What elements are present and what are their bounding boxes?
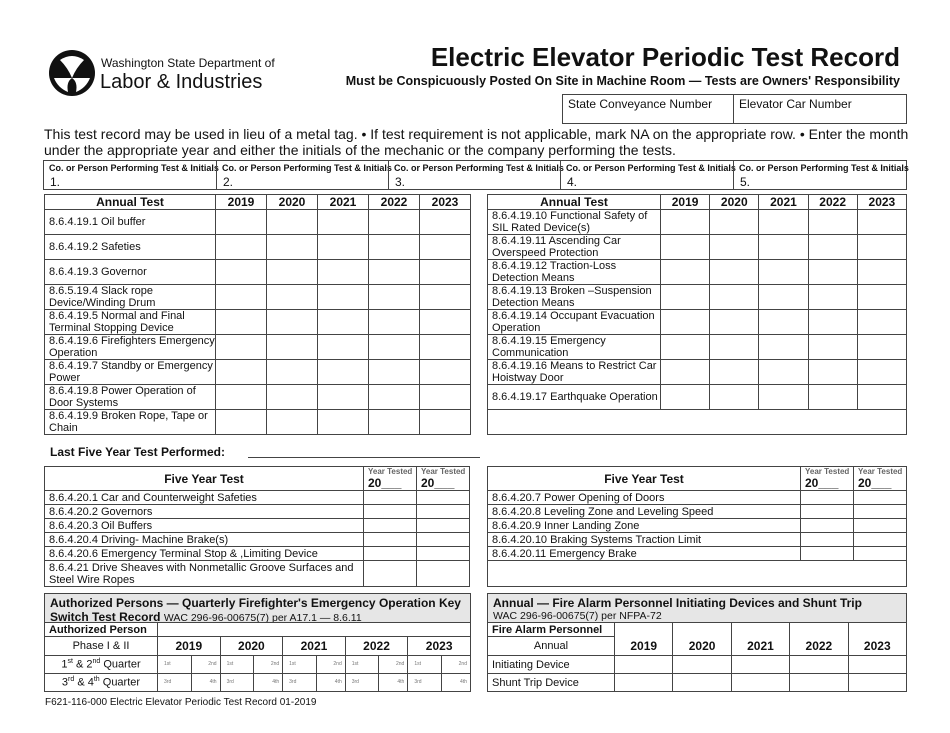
entry-cell[interactable] xyxy=(759,235,808,260)
entry-cell[interactable] xyxy=(369,210,420,235)
entry-cell[interactable] xyxy=(417,547,470,561)
quarter-label: 3rd xyxy=(289,679,297,685)
entry-cell[interactable] xyxy=(854,519,907,533)
year-header: 2021 xyxy=(283,637,346,656)
five-year-row: 8.6.4.21 Drive Sheaves with Nonmetallic Groove Surfaces and Steel Wire Ropes xyxy=(45,561,364,587)
quarter-label: 4th xyxy=(334,679,342,685)
entry-cell[interactable] xyxy=(420,310,471,335)
annual-test-table-right xyxy=(487,194,907,435)
quarter-cell[interactable] xyxy=(191,674,220,692)
five-year-row: 8.6.4.20.4 Driving- Machine Brake(s) xyxy=(45,533,364,547)
entry-cell[interactable] xyxy=(216,235,267,260)
annual-test-row: 8.6.4.19.16 Means to Restrict Car Hoistway Door xyxy=(488,360,661,385)
quarter-cell[interactable] xyxy=(379,674,408,692)
year-tested-prefix: 20___ xyxy=(368,476,402,490)
entry-cell[interactable] xyxy=(808,385,857,410)
year-header: 2019 xyxy=(661,195,710,210)
annual-test-row: 8.6.4.19.11 Ascending Car Overspeed Protection xyxy=(488,235,661,260)
year-header: 2020 xyxy=(673,637,731,656)
authorized-person-col: Authorized Person xyxy=(45,623,158,637)
five-year-row: 8.6.4.20.8 Leveling Zone and Leveling Speed xyxy=(488,505,801,519)
entry-cell[interactable] xyxy=(801,519,854,533)
year-col xyxy=(731,623,789,637)
entry-cell[interactable] xyxy=(808,335,857,360)
year-tested-label: Year Tested xyxy=(421,467,466,476)
quarter-label: 3rd xyxy=(226,679,234,685)
year-col xyxy=(673,623,731,637)
quarter-label: 4th xyxy=(209,679,217,685)
entry-cell[interactable] xyxy=(364,533,417,547)
five-year-row: 8.6.4.20.6 Emergency Terminal Stop & ,Limiting Device xyxy=(45,547,364,561)
entry-cell[interactable] xyxy=(854,547,907,561)
annual-test-row: 8.6.4.19.6 Firefighters Emergency Operation xyxy=(45,335,216,360)
entry-cell[interactable] xyxy=(318,210,369,235)
entry-cell[interactable] xyxy=(364,561,417,587)
logo xyxy=(48,48,275,100)
quarter-label: 2nd xyxy=(458,661,467,667)
year-header: 2021 xyxy=(731,637,789,656)
entry-cell[interactable] xyxy=(857,285,906,310)
year-tested-label: Year Tested xyxy=(858,467,903,476)
entry-cell[interactable] xyxy=(710,210,759,235)
entry-cell[interactable] xyxy=(369,310,420,335)
year-header: 2019 xyxy=(615,637,673,656)
year-header: 2021 xyxy=(759,195,808,210)
performer-number: 3. xyxy=(395,175,406,189)
entry-cell[interactable] xyxy=(759,310,808,335)
year-header: 2022 xyxy=(790,637,848,656)
entry-cell[interactable] xyxy=(216,285,267,310)
five-year-row: 8.6.4.20.11 Emergency Brake xyxy=(488,547,801,561)
entry-cell[interactable] xyxy=(848,656,906,674)
entry-cell[interactable] xyxy=(710,335,759,360)
entry-cell[interactable] xyxy=(857,310,906,335)
entry-cell[interactable] xyxy=(848,674,906,692)
entry-cell[interactable] xyxy=(318,285,369,310)
annual-test-row: 8.6.4.19.17 Earthquake Operation xyxy=(488,385,661,410)
entry-cell[interactable] xyxy=(420,210,471,235)
entry-cell[interactable] xyxy=(267,385,318,410)
entry-cell[interactable] xyxy=(790,656,848,674)
performer-number: 4. xyxy=(567,175,578,189)
entry-cell[interactable] xyxy=(790,674,848,692)
entry-cell[interactable] xyxy=(369,335,420,360)
performer-label: Co. or Person Performing Test & Initials xyxy=(394,163,564,173)
entry-cell[interactable] xyxy=(710,235,759,260)
quarter-label: 1st xyxy=(351,661,359,667)
entry-cell[interactable] xyxy=(267,410,318,435)
year-header: 2020 xyxy=(267,195,318,210)
quarter-cell[interactable] xyxy=(408,656,442,674)
performer-box-2[interactable] xyxy=(216,160,392,190)
entry-cell[interactable] xyxy=(615,674,673,692)
five-year-table-right xyxy=(487,466,907,587)
quarter-label: 2nd xyxy=(333,661,342,667)
performer-number: 5. xyxy=(740,175,751,189)
year-tested-col[interactable] xyxy=(417,467,470,491)
entry-cell[interactable] xyxy=(661,260,710,285)
entry-cell[interactable] xyxy=(318,360,369,385)
year-tested-col[interactable] xyxy=(854,467,907,491)
fire-alarm-personnel-col: Fire Alarm Personnel xyxy=(488,623,615,637)
quarter-row-2-label: 3rd & 4th Quarter xyxy=(45,674,158,692)
annual-test-row: 8.6.4.19.10 Functional Safety of SIL Rated Device(s) xyxy=(488,210,661,235)
annual-test-row: 8.6.4.19.15 Emergency Communication xyxy=(488,335,661,360)
entry-cell[interactable] xyxy=(661,335,710,360)
quarter-label: 4th xyxy=(460,679,467,685)
entry-cell[interactable] xyxy=(673,674,731,692)
five-year-table-left xyxy=(44,466,470,587)
entry-cell[interactable] xyxy=(420,410,471,435)
five-year-row: 8.6.4.20.2 Governors xyxy=(45,505,364,519)
entry-cell[interactable] xyxy=(364,505,417,519)
authorized-title-line xyxy=(50,596,468,625)
entry-cell[interactable] xyxy=(661,360,710,385)
entry-cell[interactable] xyxy=(267,260,318,285)
entry-cell[interactable] xyxy=(808,235,857,260)
annual-test-row: 8.6.4.19.8 Power Operation of Door Systems xyxy=(45,385,216,410)
year-header: 2023 xyxy=(420,195,471,210)
year-tested-label: Year Tested xyxy=(368,467,413,476)
entry-cell[interactable] xyxy=(808,360,857,385)
quarter-cell[interactable] xyxy=(345,674,379,692)
entry-cell[interactable] xyxy=(731,656,789,674)
performer-number: 1. xyxy=(50,175,61,189)
entry-cell[interactable] xyxy=(801,547,854,561)
performer-box-3[interactable] xyxy=(388,160,564,190)
logo-line1: Washington State Department of xyxy=(101,56,275,70)
performers-row xyxy=(43,160,907,190)
annual-test-row: 8.6.4.19.12 Traction-Loss Detection Means xyxy=(488,260,661,285)
entry-cell[interactable] xyxy=(364,491,417,505)
annual-test-row: 8.6.4.19.5 Normal and Final Terminal Stopping Device xyxy=(45,310,216,335)
entry-cell[interactable] xyxy=(364,547,417,561)
elevator-car-label: Elevator Car Number xyxy=(739,97,852,111)
state-conveyance-number-field[interactable] xyxy=(562,94,734,124)
entry-cell[interactable] xyxy=(420,335,471,360)
quarter-cell[interactable] xyxy=(379,656,408,674)
entry-cell[interactable] xyxy=(808,260,857,285)
authorized-header xyxy=(44,593,471,623)
quarter-cell[interactable] xyxy=(158,656,192,674)
year-header: 2020 xyxy=(710,195,759,210)
last-five-year-line[interactable] xyxy=(248,457,480,458)
authorized-table xyxy=(44,622,471,692)
quarter-label: 2nd xyxy=(208,661,217,667)
annual-test-row: 8.6.5.19.4 Slack rope Device/Winding Drum xyxy=(45,285,216,310)
fire-alarm-header xyxy=(487,593,907,623)
year-header: 2019 xyxy=(158,637,221,656)
five-year-row: 8.6.4.20.3 Oil Buffers xyxy=(45,519,364,533)
form-footer: F621-116-000 Electric Elevator Periodic Test Record 01-2019 xyxy=(45,697,317,708)
quarter-label: 4th xyxy=(272,679,280,685)
year-header: 2022 xyxy=(808,195,857,210)
entry-cell[interactable] xyxy=(267,285,318,310)
annual-test-row: 8.6.4.19.14 Occupant Evacuation Operation xyxy=(488,310,661,335)
quarter-label: 1st xyxy=(289,661,296,667)
entry-cell[interactable] xyxy=(369,260,420,285)
blank-row xyxy=(488,410,907,435)
entry-cell[interactable] xyxy=(759,335,808,360)
entry-cell[interactable] xyxy=(369,385,420,410)
state-conveyance-label: State Conveyance Number xyxy=(568,97,713,111)
entry-cell[interactable] xyxy=(857,210,906,235)
entry-cell[interactable] xyxy=(801,533,854,547)
performer-box-5[interactable] xyxy=(733,160,907,190)
year-header: 2023 xyxy=(848,637,906,656)
quarter-label: 3rd xyxy=(414,679,422,685)
blank-row xyxy=(488,561,907,587)
entry-cell[interactable] xyxy=(857,360,906,385)
five-year-header: Five Year Test xyxy=(45,467,364,491)
five-year-row: 8.6.4.20.7 Power Opening of Doors xyxy=(488,491,801,505)
year-col xyxy=(790,623,848,637)
quarter-cell[interactable] xyxy=(408,674,442,692)
entry-cell[interactable] xyxy=(857,235,906,260)
entry-cell[interactable] xyxy=(808,310,857,335)
entry-cell[interactable] xyxy=(857,260,906,285)
year-tested-col[interactable] xyxy=(801,467,854,491)
entry-cell[interactable] xyxy=(661,210,710,235)
entry-cell[interactable] xyxy=(267,360,318,385)
year-tested-col[interactable] xyxy=(364,467,417,491)
blank-cell xyxy=(158,623,471,637)
entry-cell[interactable] xyxy=(216,410,267,435)
quarter-label: 3rd xyxy=(164,679,172,685)
entry-cell[interactable] xyxy=(661,385,710,410)
quarter-cell[interactable] xyxy=(283,656,317,674)
annual-test-row: 8.6.4.19.13 Broken –Suspension Detection Means xyxy=(488,285,661,310)
year-tested-label: Year Tested xyxy=(805,467,850,476)
year-header: 2023 xyxy=(408,637,471,656)
quarter-cell[interactable] xyxy=(254,656,283,674)
entry-cell[interactable] xyxy=(710,260,759,285)
year-tested-prefix: 20___ xyxy=(805,476,839,490)
quarter-cell[interactable] xyxy=(191,656,220,674)
entry-cell[interactable] xyxy=(216,360,267,385)
entry-cell[interactable] xyxy=(759,285,808,310)
entry-cell[interactable] xyxy=(759,260,808,285)
entry-cell[interactable] xyxy=(417,519,470,533)
entry-cell[interactable] xyxy=(710,360,759,385)
performer-label: Co. or Person Performing Test & Initials xyxy=(222,163,392,173)
entry-cell[interactable] xyxy=(417,533,470,547)
year-header: 2023 xyxy=(857,195,906,210)
performer-label: Co. or Person Performing Test & Initials xyxy=(566,163,736,173)
entry-cell[interactable] xyxy=(801,491,854,505)
entry-cell[interactable] xyxy=(420,260,471,285)
entry-cell[interactable] xyxy=(417,505,470,519)
entry-cell[interactable] xyxy=(673,656,731,674)
fire-alarm-title: Annual — Fire Alarm Personnel Initiating Devices and Shunt Trip xyxy=(493,596,862,610)
performer-box-1[interactable] xyxy=(43,160,217,190)
entry-cell[interactable] xyxy=(710,385,759,410)
quarter-cell[interactable] xyxy=(158,674,192,692)
entry-cell[interactable] xyxy=(369,235,420,260)
entry-cell[interactable] xyxy=(417,561,470,587)
year-header: 2022 xyxy=(345,637,408,656)
entry-cell[interactable] xyxy=(216,260,267,285)
annual-test-row: 8.6.4.19.7 Standby or Emergency Power xyxy=(45,360,216,385)
entry-cell[interactable] xyxy=(369,360,420,385)
entry-cell[interactable] xyxy=(857,385,906,410)
entry-cell[interactable] xyxy=(420,360,471,385)
last-five-year-label: Last Five Year Test Performed: xyxy=(50,445,225,459)
entry-cell[interactable] xyxy=(854,491,907,505)
fire-alarm-ref: WAC 296-96-00675(7) per NFPA-72 xyxy=(493,610,662,622)
authorized-title: Authorized Persons — Quarterly Firefighter's Emergency Operation Key Switch Test Record xyxy=(50,596,461,624)
quarter-cell[interactable] xyxy=(441,674,470,692)
annual-test-row: 8.6.4.19.2 Safeties xyxy=(45,235,216,260)
year-col xyxy=(615,623,673,637)
entry-cell[interactable] xyxy=(417,491,470,505)
entry-cell[interactable] xyxy=(661,285,710,310)
entry-cell[interactable] xyxy=(318,235,369,260)
entry-cell[interactable] xyxy=(661,310,710,335)
entry-cell[interactable] xyxy=(854,533,907,547)
five-year-row: 8.6.4.20.9 Inner Landing Zone xyxy=(488,519,801,533)
quarter-label: 1st xyxy=(164,661,171,667)
elevator-car-number-field[interactable] xyxy=(733,94,907,124)
annual-test-row: 8.6.4.19.1 Oil buffer xyxy=(45,210,216,235)
quarter-label: 1st xyxy=(414,661,421,667)
quarter-cell[interactable] xyxy=(283,674,317,692)
quarter-cell[interactable] xyxy=(441,656,470,674)
entry-cell[interactable] xyxy=(854,505,907,519)
entry-cell[interactable] xyxy=(661,235,710,260)
entry-cell[interactable] xyxy=(710,310,759,335)
performer-number: 2. xyxy=(223,175,234,189)
entry-cell[interactable] xyxy=(759,210,808,235)
year-tested-prefix: 20___ xyxy=(421,476,455,490)
entry-cell[interactable] xyxy=(808,285,857,310)
page-subtitle: Must be Conspicuously Posted On Site in Machine Room — Tests are Owners' Responsibility xyxy=(345,74,900,88)
entry-cell[interactable] xyxy=(731,674,789,692)
entry-cell[interactable] xyxy=(759,385,808,410)
performer-label: Co. or Person Performing Test & Initials xyxy=(49,163,219,173)
entry-cell[interactable] xyxy=(615,656,673,674)
logo-line2: Labor & Industries xyxy=(100,71,263,93)
annual-test-row: 8.6.4.19.3 Governor xyxy=(45,260,216,285)
annual-test-header: Annual Test xyxy=(488,195,661,210)
annual-test-table-left xyxy=(44,194,471,435)
performer-label: Co. or Person Performing Test & Initials xyxy=(739,163,909,173)
entry-cell[interactable] xyxy=(318,260,369,285)
annual-test-row: 8.6.4.19.9 Broken Rope, Tape or Chain xyxy=(45,410,216,435)
entry-cell[interactable] xyxy=(710,285,759,310)
entry-cell[interactable] xyxy=(267,235,318,260)
quarter-cell[interactable] xyxy=(345,656,379,674)
fire-alarm-annual-label: Annual xyxy=(488,637,615,656)
entry-cell[interactable] xyxy=(801,505,854,519)
entry-cell[interactable] xyxy=(267,210,318,235)
phase-label: Phase I & II xyxy=(45,637,158,656)
entry-cell[interactable] xyxy=(216,335,267,360)
entry-cell[interactable] xyxy=(759,360,808,385)
page-title: Electric Elevator Periodic Test Record xyxy=(430,42,900,72)
entry-cell[interactable] xyxy=(420,235,471,260)
annual-test-header: Annual Test xyxy=(45,195,216,210)
year-header: 2019 xyxy=(216,195,267,210)
quarter-cell[interactable] xyxy=(254,674,283,692)
fire-alarm-row: Shunt Trip Device xyxy=(488,674,615,692)
entry-cell[interactable] xyxy=(318,335,369,360)
year-col xyxy=(848,623,906,637)
entry-cell[interactable] xyxy=(369,410,420,435)
entry-cell[interactable] xyxy=(318,385,369,410)
instructions: This test record may be used in lieu of a metal tag. • If test requirement is not applicable, mark NA on the appropriate row. • Enter the month under the appropriate year and either the initials of the mechanic or the company performing the tests. xyxy=(44,126,909,158)
quarter-label: 4th xyxy=(397,679,405,685)
entry-cell[interactable] xyxy=(420,285,471,310)
entry-cell[interactable] xyxy=(364,519,417,533)
quarter-cell[interactable] xyxy=(316,674,345,692)
quarter-cell[interactable] xyxy=(316,656,345,674)
entry-cell[interactable] xyxy=(318,410,369,435)
quarter-cell[interactable] xyxy=(220,656,254,674)
quarter-label: 2nd xyxy=(395,661,405,667)
fire-alarm-row: Initiating Device xyxy=(488,656,615,674)
quarter-row-1-label: 1st & 2nd Quarter xyxy=(45,656,158,674)
entry-cell[interactable] xyxy=(216,210,267,235)
entry-cell[interactable] xyxy=(267,335,318,360)
year-tested-prefix: 20___ xyxy=(858,476,892,490)
year-header: 2022 xyxy=(369,195,420,210)
quarter-cell[interactable] xyxy=(220,674,254,692)
entry-cell[interactable] xyxy=(267,310,318,335)
five-year-row: 8.6.4.20.1 Car and Counterweight Safeties xyxy=(45,491,364,505)
five-year-row: 8.6.4.20.10 Braking Systems Traction Limit xyxy=(488,533,801,547)
lni-logo-icon xyxy=(48,48,96,98)
year-header: 2020 xyxy=(220,637,283,656)
entry-cell[interactable] xyxy=(318,310,369,335)
entry-cell[interactable] xyxy=(216,310,267,335)
quarter-label: 2nd xyxy=(270,661,280,667)
fire-alarm-table xyxy=(487,622,907,692)
performer-box-4[interactable] xyxy=(560,160,734,190)
authorized-ref: WAC 296-96-00675(7) per A17.1 — 8.6.11 xyxy=(163,612,362,624)
five-year-header: Five Year Test xyxy=(488,467,801,491)
entry-cell[interactable] xyxy=(369,285,420,310)
year-header: 2021 xyxy=(318,195,369,210)
entry-cell[interactable] xyxy=(808,210,857,235)
entry-cell[interactable] xyxy=(216,385,267,410)
entry-cell[interactable] xyxy=(857,335,906,360)
entry-cell[interactable] xyxy=(420,385,471,410)
quarter-label: 3rd xyxy=(351,679,359,685)
quarter-label: 1st xyxy=(226,661,234,667)
